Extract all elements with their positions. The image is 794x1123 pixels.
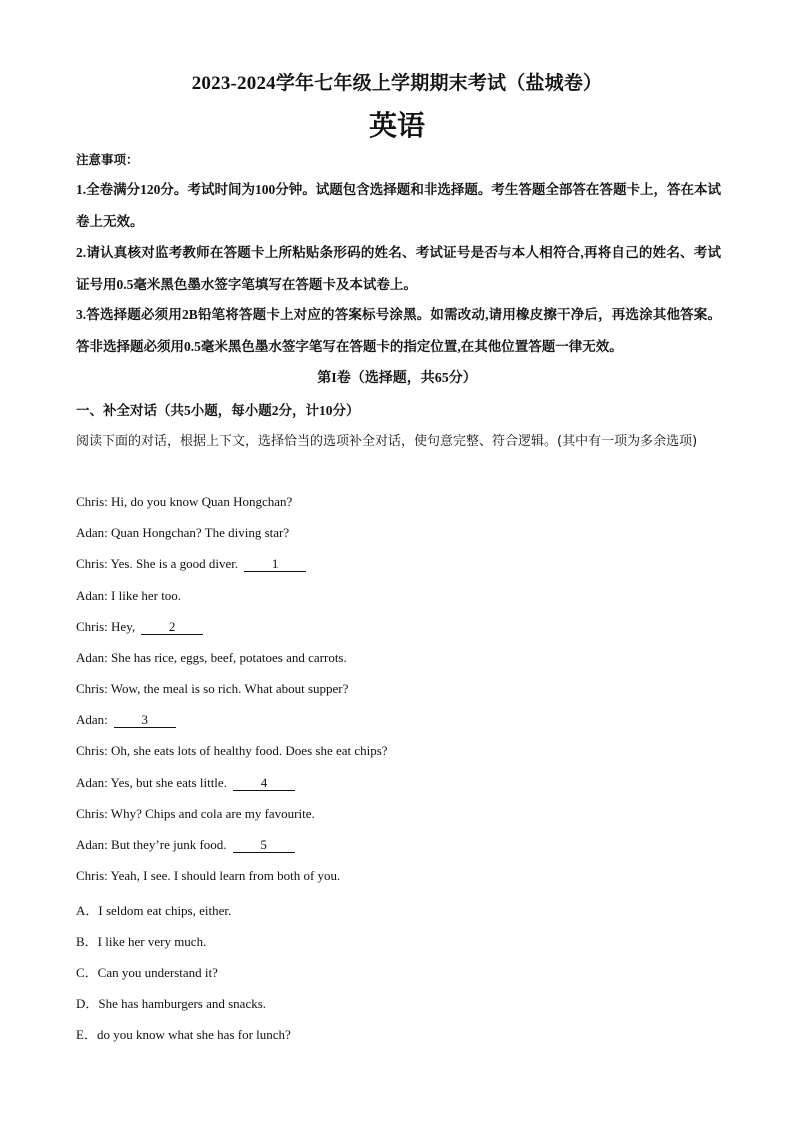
dialogue-line xyxy=(76,775,295,791)
dialogue-line xyxy=(76,525,289,541)
option-b: B．I like her very much. xyxy=(76,934,207,949)
dialogue-line xyxy=(76,712,176,728)
exam-title: 2023-2024学年七年级上学期期末考试（盐城卷） xyxy=(191,73,603,94)
answer-blank-1[interactable]: 1 xyxy=(244,557,306,572)
answer-blank-5[interactable]: 5 xyxy=(233,838,295,853)
dialogue-text: Chris: Why? Chips and cola are my favourite. xyxy=(76,806,315,821)
answer-blank-2[interactable]: 2 xyxy=(141,620,203,635)
dialogue-line xyxy=(76,681,348,697)
option-a: A．I seldom eat chips, either. xyxy=(76,903,232,918)
dialogue-text: Adan: Quan Hongchan? The diving star? xyxy=(76,525,290,540)
dialogue-text: Adan: But they’re junk food. xyxy=(76,837,227,852)
dialogue-text: Chris: Yeah, I see. I should learn from both of you. xyxy=(76,868,341,883)
dialogue-line xyxy=(76,806,315,822)
notice-heading: 注意事项： xyxy=(76,153,139,167)
dialogue-text: Chris: Wow, the meal is so rich. What about supper? xyxy=(76,681,349,696)
notice-item-2: 2.请认真核对监考教师在答题卡上所粘贴条形码的姓名、考试证号是否与本人相符合,再将自己的姓名、考试证号用0.5毫米黑色墨水签字笔填写在答题卡及本试卷上。 xyxy=(76,245,721,292)
dialogue-text: Adan: She has rice, eggs, beef, potatoes and carrots. xyxy=(76,650,347,665)
dialogue-text: Chris: Hi, do you know Quan Hongchan? xyxy=(76,494,293,509)
answer-blank-4[interactable]: 4 xyxy=(233,776,295,791)
notice-item-3: 3.答选择题必须用2B铅笔将答题卡上对应的答案标号涂黑。如需改动,请用橡皮擦干净后，再选涂其他答案。答非选择题必须用0.5毫米黑色墨水签字笔写在答题卡的指定位置,在其他位置答题一律无效。 xyxy=(76,307,721,354)
answer-blank-3[interactable]: 3 xyxy=(114,713,176,728)
dialogue-text: Adan: xyxy=(76,712,108,727)
dialogue-text: Adan: I like her too. xyxy=(76,588,182,603)
dialogue-text: Chris: Hey, xyxy=(76,619,136,634)
dialogue-line xyxy=(76,868,340,884)
instructions: 阅读下面的对话，根据上下文，选择恰当的选项补全对话，使句意完整、符合逻辑。(其中有一项为多余选项) xyxy=(76,434,698,449)
option-c: C．Can you understand it? xyxy=(76,965,218,980)
dialogue-text: Chris: Oh, she eats lots of healthy food. Does she eat chips? xyxy=(76,743,388,758)
option-d: D．She has hamburgers and snacks. xyxy=(76,996,267,1011)
notice-item-1: 1.全卷满分120分。考试时间为100分钟。试题包含选择题和非选择题。考生答题全部答在答题卡上，答在本试卷上无效。 xyxy=(76,182,721,229)
dialogue-line xyxy=(76,837,295,853)
dialogue-line xyxy=(76,619,203,635)
dialogue-line xyxy=(76,743,388,759)
part-heading: 一、补全对话（共5小题，每小题2分，计10分） xyxy=(76,403,360,418)
subject-title: 英语 xyxy=(368,111,425,142)
dialogue-line xyxy=(76,494,292,510)
dialogue-line xyxy=(76,556,306,572)
dialogue-line xyxy=(76,588,181,604)
dialogue-line xyxy=(76,650,347,666)
dialogue-text: Adan: Yes, but she eats little. xyxy=(76,775,227,790)
section-title: 第I卷（选择题，共65分） xyxy=(317,371,477,386)
option-e: E．do you know what she has for lunch? xyxy=(76,1027,291,1042)
dialogue-text: Chris: Yes. She is a good diver. xyxy=(76,556,239,571)
